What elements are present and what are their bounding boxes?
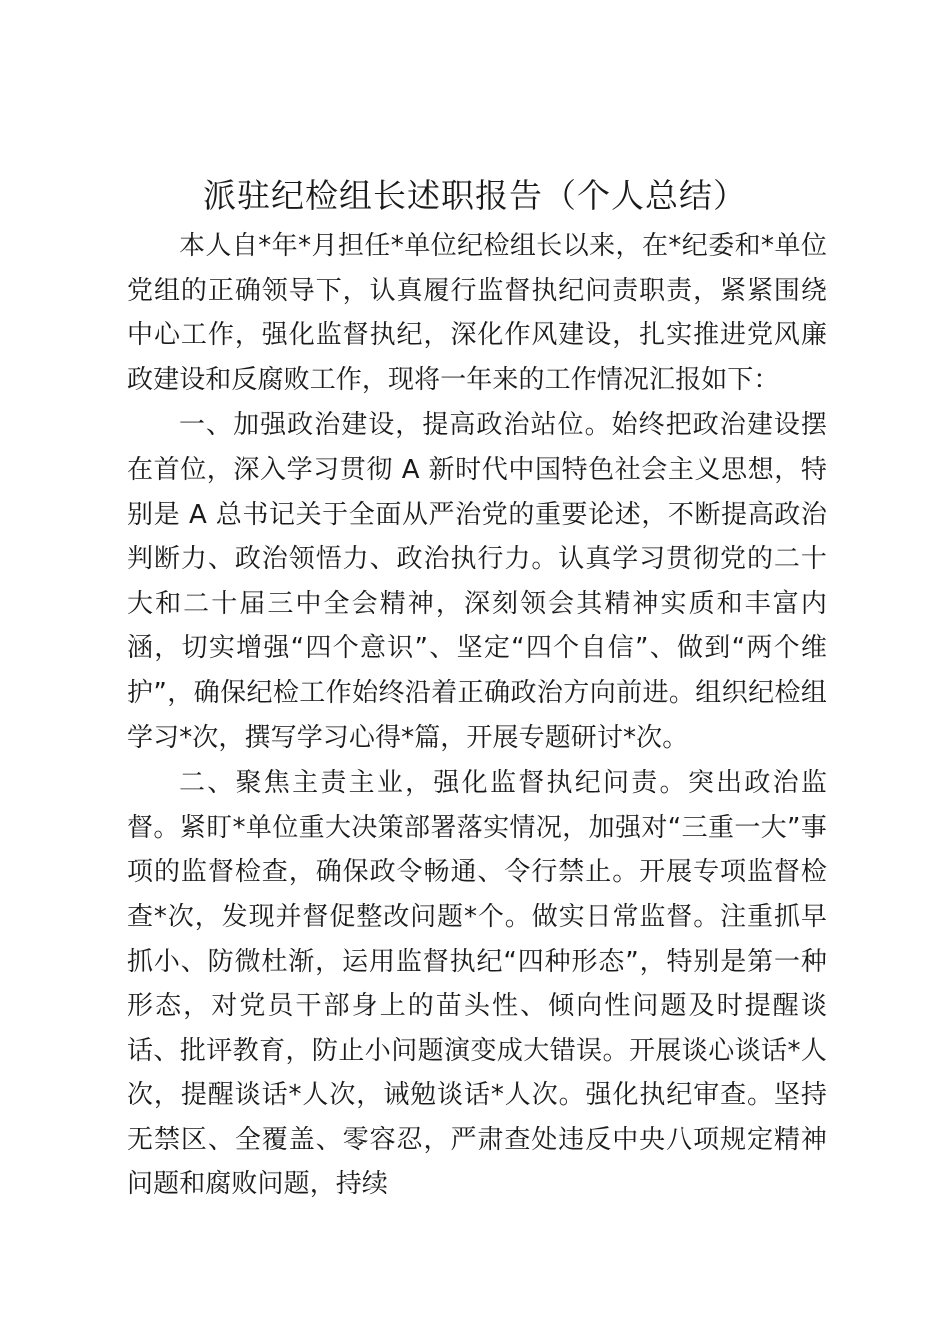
intro-paragraph: 本人自*年*月担任*单位纪检组长以来，在*纪委和*单位党组的正确领导下，认真履行监督执纪问责职责，紧紧围绕中心工作，强化监督执纪，深化作风建设，扎实推进党风廉政建设和反腐败工作，现将一年来的工作情况汇报如下：	[127, 231, 827, 395]
section-one-paragraph: 一、加强政治建设，提高政治站位。始终把政治建设摆在首位，深入学习贯彻 A 新时代中国特色社会主义思想，特别是 A 总书记关于全面从严治党的重要论述，不断提高政治判断力、政治领悟力、政治执行力。认真学习贯彻党的二十大和二十届三中全会精神，深刻领会其精神实质和丰富内涵，切实增强“四个意识”、坚定“四个自信”、做到“两个维护”，确保纪检工作始终沿着正确政治方向前进。组织纪检组学习*次，撰写学习心得*篇，开展专题研讨*次。	[127, 410, 827, 753]
document-title: 派驻纪检组长述职报告（个人总结）	[203, 176, 747, 215]
section-two-paragraph: 二、聚焦主责主业，强化监督执纪问责。突出政治监督。紧盯*单位重大决策部署落实情况，加强对“三重一大”事项的监督检查，确保政令畅通、令行禁止。开展专项监督检查*次，发现并督促整改问题*个。做实日常监督。注重抓早抓小、防微杜渐，运用监督执纪“四种形态”，特别是第一种形态，对党员干部身上的苗头性、倾向性问题及时提醒谈话、批评教育，防止小问题演变成大错误。开展谈心谈话*人次，提醒谈话*人次，诫勉谈话*人次。强化执纪审查。坚持无禁区、全覆盖、零容忍，严肃查处违反中央八项规定精神问题和腐败问题，持续	[127, 768, 827, 1200]
document-body	[127, 224, 827, 1208]
